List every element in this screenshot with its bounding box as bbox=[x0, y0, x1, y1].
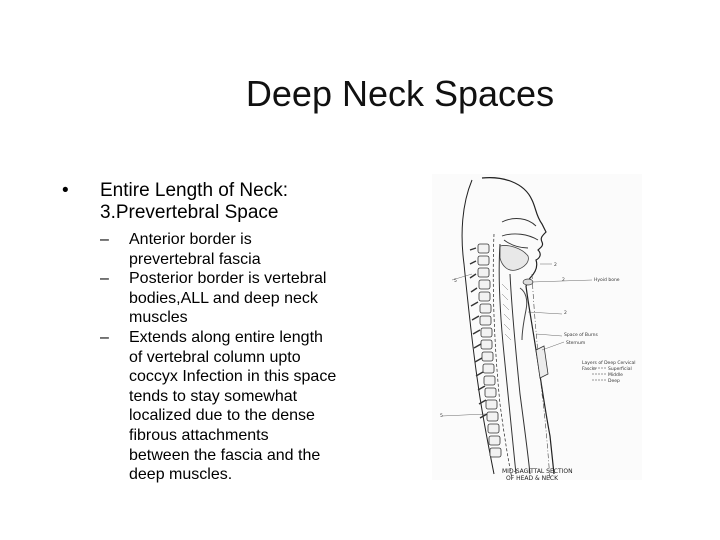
nasal-cavity bbox=[502, 219, 538, 248]
sub-bullet-line: coccyx Infection in this space bbox=[129, 368, 337, 386]
label-layers: Layers of Deep Cervical bbox=[582, 361, 636, 366]
sub-bullet-line: tends to stay somewhat bbox=[129, 387, 298, 405]
anatomy-figure bbox=[432, 174, 642, 480]
label-middle: Middle bbox=[608, 373, 623, 378]
label-num2a: 2 bbox=[562, 278, 565, 283]
label-sternum: Sternum bbox=[566, 341, 586, 346]
anatomy-sagittal-illustration bbox=[432, 174, 642, 480]
bullet-dot: • bbox=[62, 180, 69, 201]
tongue bbox=[500, 245, 528, 270]
main-bullet-line2: 3.Prevertebral Space bbox=[100, 202, 279, 223]
sub-bullet-line: fibrous attachments bbox=[129, 426, 269, 444]
sub-bullet-line: muscles bbox=[129, 309, 188, 327]
main-bullet-line1: Entire Length of Neck: bbox=[100, 180, 288, 201]
label-num5: 5 bbox=[454, 279, 457, 284]
label-num2b: 2 bbox=[564, 311, 567, 316]
label-num2c: 2 bbox=[554, 263, 557, 268]
label-fascia: Fascia bbox=[582, 367, 596, 372]
sub-bullet-line: between the fascia and the bbox=[129, 446, 321, 464]
vertebral-column bbox=[478, 244, 501, 457]
sub-bullet-line: localized due to the dense bbox=[129, 407, 315, 425]
neck-hatching bbox=[502, 284, 511, 340]
figure-caption-line2: OF HEAD & NECK bbox=[506, 475, 559, 480]
sub-bullet-list bbox=[100, 230, 390, 485]
sub-bullet-line: Posterior border is vertebral bbox=[129, 270, 327, 288]
dash-marker: – bbox=[100, 270, 109, 288]
sub-bullet-line: prevertebral fascia bbox=[129, 250, 261, 268]
main-bullet bbox=[62, 180, 382, 224]
sub-bullet-line: bodies,ALL and deep neck bbox=[129, 289, 318, 307]
sub-bullet bbox=[100, 328, 390, 485]
sub-bullet-line: Anterior border is bbox=[129, 231, 252, 248]
label-hyoid: Hyoid bone bbox=[594, 278, 620, 283]
label-superficial: Superficial bbox=[608, 367, 632, 372]
larynx bbox=[520, 288, 527, 340]
leader-lines bbox=[442, 264, 592, 416]
sub-bullet-line: of vertebral column upto bbox=[129, 348, 301, 366]
dash-marker: – bbox=[100, 328, 109, 346]
sternum bbox=[536, 346, 548, 378]
label-space-burns: Space of Burns bbox=[564, 333, 598, 338]
hyoid-bone bbox=[523, 279, 533, 285]
sub-bullet bbox=[100, 269, 390, 328]
figure-caption-line1: MID-SAGITTAL SECTION bbox=[502, 468, 573, 475]
airway bbox=[499, 244, 530, 474]
sub-bullet bbox=[100, 230, 390, 269]
dash-marker: – bbox=[100, 231, 109, 248]
sub-bullet-line: deep muscles. bbox=[129, 466, 233, 484]
label-deep: Deep bbox=[608, 379, 620, 384]
label-num5b: 5 bbox=[440, 414, 443, 419]
sub-bullet-line: Extends along entire length bbox=[129, 328, 323, 346]
slide-title: Deep Neck Spaces bbox=[245, 73, 555, 114]
